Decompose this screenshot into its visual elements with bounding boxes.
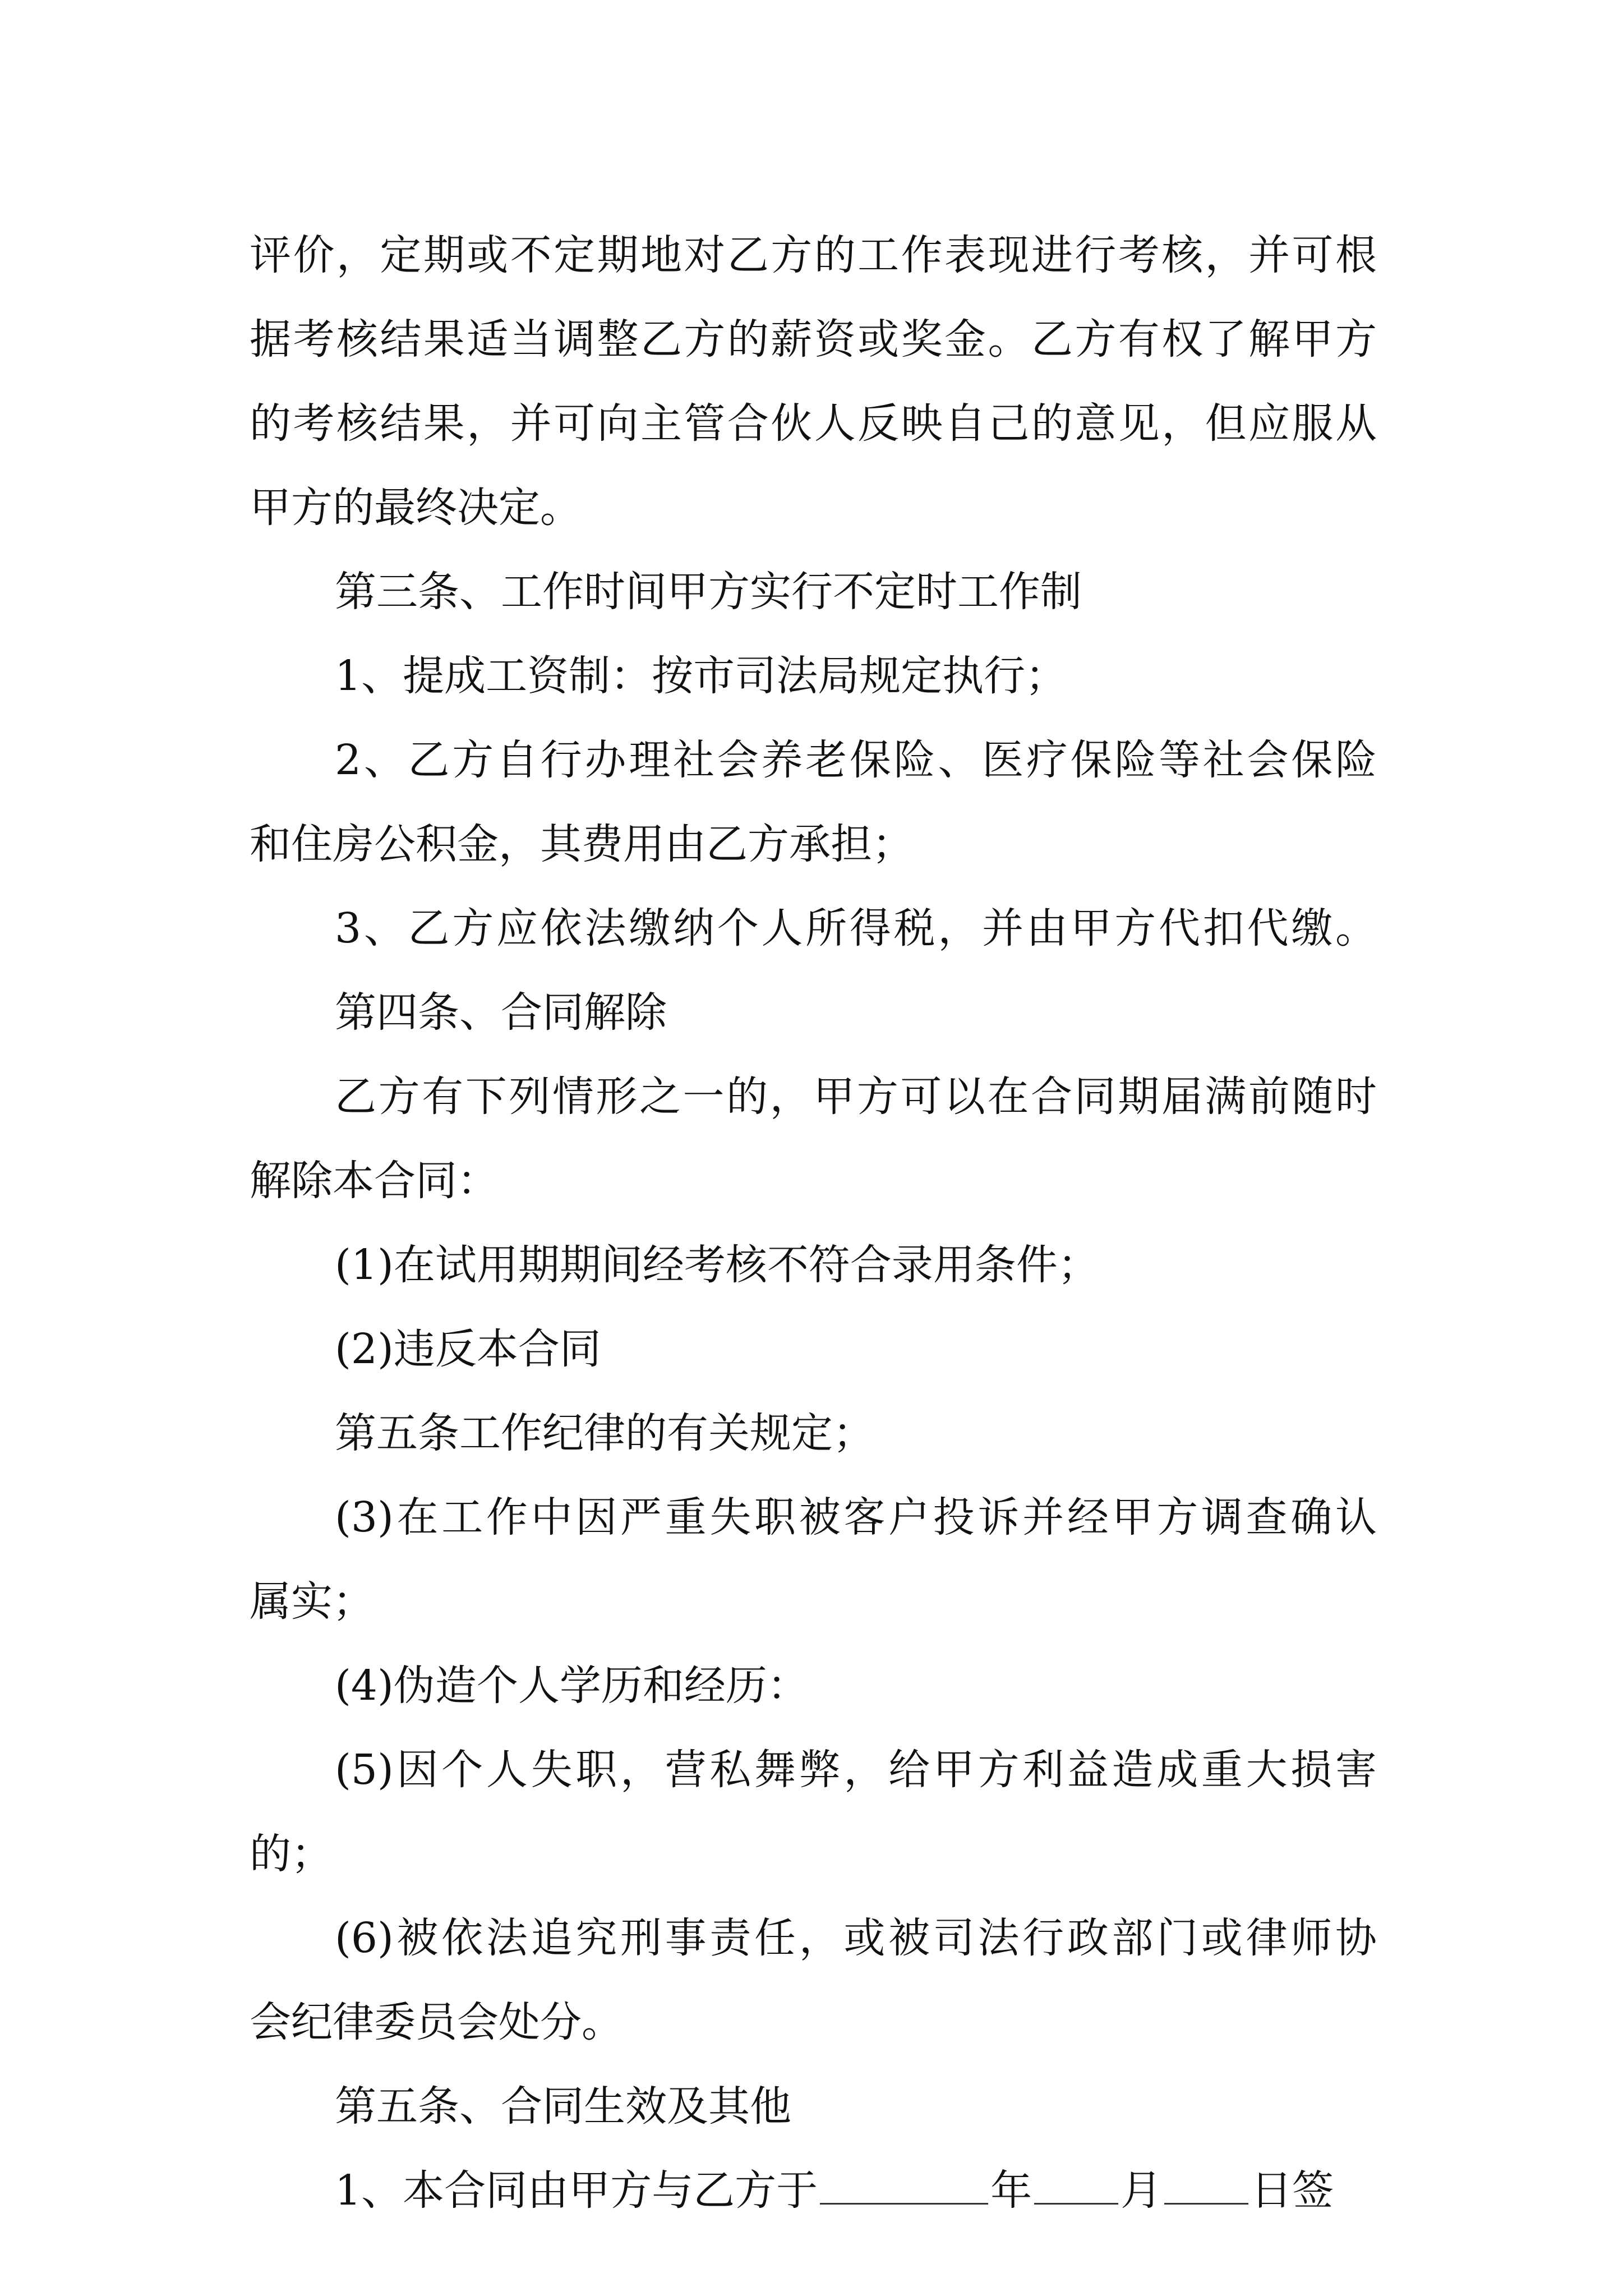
month-label: 月 xyxy=(1121,2166,1163,2215)
list-item: (6)被依法追究刑事责任，或被司法行政部门或律师协 xyxy=(335,1914,1377,1962)
paragraph-line: 的考核结果，并可向主管合伙人反映自己的意见，但应服从 xyxy=(250,399,1377,448)
paragraph-line: 3、乙方应依法缴纳个人所得税，并由甲方代扣代缴。 xyxy=(335,904,1377,953)
list-item: (1)在试用期期间经考核不符合录用条件； xyxy=(335,1241,1099,1289)
month-blank xyxy=(1034,2158,1118,2205)
year-blank xyxy=(820,2158,988,2205)
paragraph-line: 会纪律委员会处分。 xyxy=(250,1998,623,2046)
day-blank xyxy=(1164,2158,1248,2205)
list-item: (4)伪造个人学历和经历： xyxy=(335,1662,809,1710)
paragraph-line: 乙方有下列情形之一的，甲方可以在合同期届满前随时 xyxy=(335,1073,1377,1121)
paragraph-line: 第五条工作纪律的有关规定； xyxy=(335,1409,874,1457)
paragraph-line: 解除本合同： xyxy=(250,1157,499,1205)
paragraph-line: 据考核结果适当调整乙方的薪资或奖金。乙方有权了解甲方 xyxy=(250,315,1377,364)
signing-date-line xyxy=(250,2148,1377,2233)
day-sign-label: 日签 xyxy=(1251,2166,1334,2215)
paragraph-line: 和住房公积金，其费用由乙方承担； xyxy=(250,820,914,868)
list-item: (2)违反本合同 xyxy=(335,1325,601,1373)
paragraph-line: 甲方的最终决定。 xyxy=(250,484,582,532)
paragraph-line: 评价，定期或不定期地对乙方的工作表现进行考核，并可根 xyxy=(250,231,1377,279)
year-label: 年 xyxy=(990,2166,1032,2215)
section-heading: 第五条、合同生效及其他 xyxy=(335,2082,791,2131)
list-item: (3)在工作中因严重失职被客户投诉并经甲方调查确认 xyxy=(335,1493,1377,1542)
section-heading: 第四条、合同解除 xyxy=(335,988,667,1037)
section-heading: 第三条、工作时间甲方实行不定时工作制 xyxy=(335,568,1082,616)
paragraph-line: 的； xyxy=(250,1830,333,1878)
list-item: (5)因个人失职，营私舞弊，给甲方利益造成重大损害 xyxy=(335,1746,1377,1794)
document-body xyxy=(250,213,1377,2233)
paragraph-line: 属实； xyxy=(250,1577,374,1626)
signing-prefix: 1、本合同由甲方与乙方于 xyxy=(335,2166,818,2215)
paragraph-line: 1、提成工资制：按市司法局规定执行； xyxy=(335,652,1067,700)
paragraph-line: 2、乙方自行办理社会养老保险、医疗保险等社会保险 xyxy=(335,736,1377,784)
